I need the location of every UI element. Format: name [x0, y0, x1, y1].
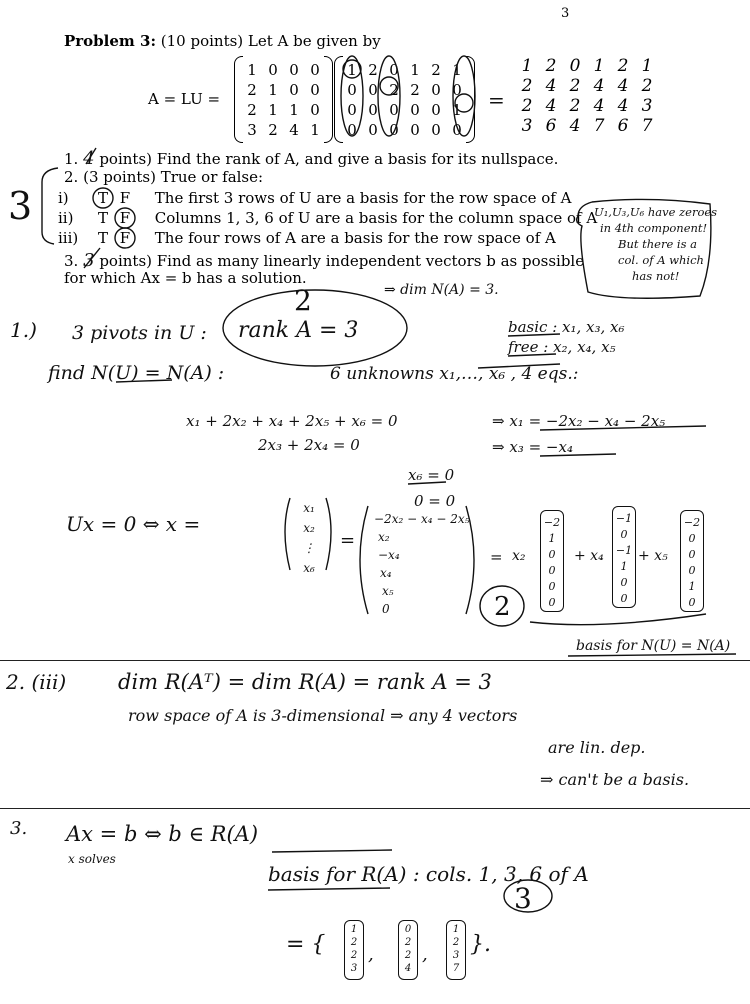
- page-number: 3: [561, 6, 570, 21]
- score-circle: [480, 586, 524, 626]
- answer-circle: [93, 188, 113, 208]
- matrix-U-entry: 2: [389, 81, 399, 99]
- vector-entry: −2: [683, 516, 701, 529]
- matrix-A_hand-entry: 4: [593, 96, 605, 116]
- matrix-A_hand-entry: 2: [545, 56, 557, 76]
- underline: [408, 482, 446, 484]
- equation-1: x₁ + 2x₂ + x₄ + 2x₅ + x₆ = 0: [186, 412, 398, 430]
- matrix-U-entry: 1: [410, 61, 420, 79]
- matrix-U-entry: 0: [452, 81, 462, 99]
- matrix-A_hand-entry: 4: [545, 76, 557, 96]
- vector-entry: 2: [452, 937, 460, 948]
- vector-entry: 1: [350, 924, 358, 935]
- set-close: }.: [470, 932, 491, 957]
- matrix-L-entry: 1: [268, 101, 278, 119]
- matrix-A_hand-entry: 2: [569, 76, 581, 96]
- solution-entry: −2x₂ − x₄ − 2x₅: [374, 512, 470, 526]
- matrix-A_hand-entry: 2: [641, 76, 653, 96]
- solution-entry: x₄: [380, 566, 392, 580]
- matrix-A_hand-entry: 2: [521, 76, 533, 96]
- vector-entry: −1: [615, 512, 633, 525]
- matrix-A_hand-entry: 4: [617, 96, 629, 116]
- column-oval: [341, 56, 363, 136]
- matrix-L-entry: 1: [268, 81, 278, 99]
- solution-entry: x₅: [382, 584, 394, 598]
- nullspace-dim: ⇒ dim N(A) = 3.: [384, 282, 499, 298]
- vector-entry: 2: [404, 950, 412, 961]
- matrix-U-entry: 2: [368, 61, 378, 79]
- matrix-A_hand-entry: 6: [617, 116, 629, 136]
- equals-sign: =: [488, 88, 505, 112]
- q2-item-3-true: T: [97, 229, 108, 247]
- matrix-A_hand-entry: 6: [545, 116, 557, 136]
- vector-entry: 3: [452, 950, 460, 961]
- matrix-A_hand-entry: 1: [521, 56, 533, 76]
- matrix-L-entry: 1: [289, 101, 299, 119]
- matrix-U-entry: 0: [389, 101, 399, 119]
- solution-2-line-4: ⇒ can't be a basis.: [540, 770, 690, 789]
- matrix-L-entry: 1: [247, 61, 257, 79]
- matrix-A_hand-entry: 7: [593, 116, 605, 136]
- matrix-A_hand-entry: 2: [521, 96, 533, 116]
- underline: [478, 364, 560, 368]
- matrix-L-entry: 0: [289, 61, 299, 79]
- x-vector-entry: ⋮: [303, 541, 315, 555]
- vector-entry: 0: [620, 592, 628, 605]
- matrix-U-entry: 0: [389, 61, 399, 79]
- factorization-lhs: A = LU =: [148, 90, 221, 108]
- q3-points-handwritten: 3: [83, 250, 95, 271]
- matrix-L-entry: 0: [310, 61, 320, 79]
- matrix-U-entry: 0: [368, 101, 378, 119]
- q2-item-2-roman: ii): [58, 209, 74, 227]
- margin-note-line: But there is a: [618, 237, 698, 251]
- vector-entry: 0: [688, 532, 696, 545]
- matrix-L-entry: 0: [310, 81, 320, 99]
- q2-item-1-roman: i): [58, 189, 69, 207]
- vector-entry: −1: [615, 544, 633, 557]
- comma: ,: [422, 944, 428, 965]
- underline: [508, 354, 556, 356]
- score-nullspace: 2: [494, 592, 511, 622]
- matrix-U-entry: 2: [431, 61, 441, 79]
- find-nullspace: find N(U) = N(A) :: [48, 362, 225, 384]
- underline: [540, 426, 706, 430]
- q3-number: 3.: [64, 252, 79, 270]
- vector-entry: 2: [350, 937, 358, 948]
- problem-label: Problem 3:: [64, 32, 156, 50]
- answer-circle: [115, 208, 135, 228]
- x-vector-entry: x₂: [303, 521, 315, 535]
- coef-x5: + x₅: [638, 548, 668, 564]
- q2-item-2-true: T: [97, 209, 108, 227]
- solution-2-line-2: row space of A is 3-dimensional ⇒ any 4 vectors: [128, 706, 518, 725]
- matrix-U-entry: 0: [368, 121, 378, 139]
- paren-left: [285, 498, 290, 570]
- underline: [540, 454, 616, 456]
- matrix-U-entry: 1: [452, 61, 462, 79]
- vector-entry: 1: [548, 532, 556, 545]
- underline: [268, 888, 390, 890]
- vector-entry: 0: [688, 564, 696, 577]
- matrix-U-entry: 0: [452, 121, 462, 139]
- score-q3: 3: [514, 882, 532, 915]
- matrix-U-entry: 0: [410, 121, 420, 139]
- matrix-A_hand-entry: 1: [593, 56, 605, 76]
- vector-entry: 0: [688, 596, 696, 609]
- free-variables: free : x₂, x₄, x₅: [508, 338, 616, 356]
- equation-1-result: ⇒ x₁ = −2x₂ − x₄ − 2x₅: [492, 412, 666, 430]
- vector-entry: 0: [548, 564, 556, 577]
- underline: [272, 850, 392, 852]
- q2-item-1-true: T: [97, 189, 108, 207]
- q1-text: points) Find the rank of A, and give a basis for its nullspace.: [99, 150, 559, 168]
- matrix-A_hand-entry: 1: [641, 56, 653, 76]
- margin-note-line: has not!: [632, 269, 680, 283]
- q2-item-1-text: The first 3 rows of U are a basis for the row space of A: [154, 189, 572, 207]
- vector-entry: 0: [620, 576, 628, 589]
- solution-1-label: 1.): [10, 318, 37, 342]
- strikeout-mark: [86, 148, 96, 164]
- solution-entry: x₂: [378, 530, 390, 544]
- underline: [508, 334, 560, 336]
- x-vector-entry: x₆: [303, 561, 315, 575]
- matrix-L-entry: 4: [289, 121, 299, 139]
- matrix-L-entry: 2: [247, 101, 257, 119]
- vector-entry: 4: [404, 963, 412, 974]
- margin-note-bracket: [577, 199, 711, 298]
- column-oval: [378, 56, 400, 136]
- margin-note-line: col. of A which: [618, 253, 704, 267]
- q2-item-1-false: F: [119, 189, 131, 207]
- paren-left: [360, 506, 368, 614]
- matrix-A_hand-entry: 4: [545, 96, 557, 116]
- matrix-U-entry: 0: [431, 101, 441, 119]
- vector-entry: 7: [452, 963, 460, 974]
- comma: ,: [368, 944, 374, 965]
- x-solves: x solves: [68, 852, 116, 866]
- q2-bracket: [42, 168, 58, 244]
- vector-entry: 2: [404, 937, 412, 948]
- coef-x4: + x₄: [574, 548, 604, 564]
- vector-entry: 1: [688, 580, 696, 593]
- underline: [116, 380, 172, 382]
- score-q2: 3: [8, 184, 33, 228]
- basis-label: basis for N(U) = N(A): [576, 638, 731, 654]
- rank-statement: rank A = 3: [238, 318, 359, 343]
- vector-entry: 1: [452, 924, 460, 935]
- matrix-A_hand-entry: 3: [641, 96, 653, 116]
- matrix-L-entry: 0: [268, 61, 278, 79]
- matrix-U-entry: 0: [431, 81, 441, 99]
- set-open: = {: [286, 932, 326, 957]
- pivot-circle: [455, 94, 473, 112]
- q3-text: points) Find as many linearly independent vectors b as possible: [99, 252, 585, 270]
- score-circle: [504, 880, 552, 912]
- unknowns-text: 6 unknowns x₁,…, x₆ , 4 eqs.:: [330, 364, 579, 384]
- ux-equation: Ux = 0 ⇔ x =: [66, 512, 201, 536]
- matrix-A_hand-entry: 4: [617, 76, 629, 96]
- vector-entry: −2: [543, 516, 561, 529]
- coef-x2: x₂: [512, 548, 526, 564]
- vector-entry: 0: [548, 580, 556, 593]
- equals-sign: =: [490, 548, 503, 566]
- equals-sign: =: [340, 530, 356, 551]
- matrix-L-entry: 0: [289, 81, 299, 99]
- vector-entry: 0: [688, 548, 696, 561]
- equation-2: 2x₃ + 2x₄ = 0: [258, 436, 360, 454]
- solution-2-line-1: dim R(Aᵀ) = dim R(A) = rank A = 3: [118, 670, 492, 694]
- matrix-U-entry: 0: [389, 121, 399, 139]
- pivots-text: 3 pivots in U :: [72, 322, 207, 344]
- matrix-U-entry: 1: [452, 101, 462, 119]
- margin-note-line: in 4th component!: [600, 221, 708, 235]
- equation-3: x₆ = 0: [408, 466, 455, 484]
- solution-3-label: 3.: [10, 818, 28, 839]
- q1-number: 1.: [64, 150, 79, 168]
- matrix-L-entry: 3: [247, 121, 257, 139]
- solution-3-line-1: Ax = b ⇔ b ∈ R(A): [66, 822, 259, 846]
- x-vector-entry: x₁: [303, 501, 315, 515]
- matrix-U-entry: 0: [347, 101, 357, 119]
- solution-2-label: 2. (iii): [6, 670, 67, 694]
- paren-right: [466, 506, 474, 614]
- strikeout-mark: [84, 248, 100, 268]
- matrix-A_hand-entry: 3: [521, 116, 533, 136]
- equation-4: 0 = 0: [414, 492, 456, 510]
- matrix-L-entry: 2: [247, 81, 257, 99]
- matrix-A_hand-entry: 4: [569, 116, 581, 136]
- matrix-A_hand-entry: 4: [593, 76, 605, 96]
- matrix-A_hand-entry: 0: [569, 56, 581, 76]
- equation-2-result: ⇒ x₃ = −x₄: [492, 438, 573, 456]
- question-3-cont: for which Ax = b has a solution.: [64, 269, 307, 287]
- matrix-L-entry: 0: [310, 101, 320, 119]
- vector-entry: 0: [548, 596, 556, 609]
- underline: [530, 614, 706, 625]
- q2-number: 2.: [64, 168, 79, 186]
- matrix-A_hand-entry: 2: [569, 96, 581, 116]
- matrix-U-entry: 0: [347, 81, 357, 99]
- paren-right: [326, 498, 331, 570]
- margin-note-line: U₁,U₃,U₆ have zeroes: [594, 205, 718, 219]
- solution-2-line-3: are lin. dep.: [548, 738, 646, 757]
- matrix-L-entry: 2: [268, 121, 278, 139]
- vector-entry: 2: [350, 950, 358, 961]
- matrix-U-entry: 0: [368, 81, 378, 99]
- q1-points-handwritten: 4: [83, 148, 95, 169]
- column-oval: [453, 56, 475, 136]
- vector-entry: 1: [620, 560, 628, 573]
- matrix-U-entry: 0: [410, 101, 420, 119]
- q2-item-2-text: Columns 1, 3, 6 of U are a basis for the column space of A: [154, 209, 598, 227]
- q2-item-3-roman: iii): [58, 229, 79, 247]
- q2-item-2-false: F: [119, 209, 131, 227]
- basic-variables: basic : x₁, x₃, x₆: [508, 318, 625, 336]
- underline: [568, 654, 736, 656]
- problem-intro: (10 points) Let A be given by: [160, 32, 381, 50]
- matrix-U-entry: 2: [410, 81, 420, 99]
- vector-entry: 0: [548, 548, 556, 561]
- q2-text: (3 points) True or false:: [83, 168, 264, 186]
- solution-entry: 0: [382, 602, 390, 616]
- rank-circle: [223, 290, 407, 366]
- matrix-U-entry: 1: [347, 61, 357, 79]
- q2-item-3-false: F: [119, 229, 131, 247]
- q2-item-3-text: The four rows of A are a basis for the row space of A: [154, 229, 556, 247]
- score-rank: 2: [294, 284, 312, 317]
- solution-entry: −x₄: [378, 548, 400, 562]
- vector-entry: 0: [404, 924, 412, 935]
- vector-entry: 0: [620, 528, 628, 541]
- vector-entry: 3: [350, 963, 358, 974]
- matrix-A_hand-entry: 2: [617, 56, 629, 76]
- answer-circle: [115, 228, 135, 248]
- matrix-U-entry: 0: [347, 121, 357, 139]
- matrix-U-entry: 0: [431, 121, 441, 139]
- matrix-A_hand-entry: 7: [641, 116, 653, 136]
- pivot-circle: [380, 77, 398, 95]
- solution-3-line-2: basis for R(A) : cols. 1, 3, 6 of A: [268, 862, 589, 886]
- matrix-L-entry: 1: [310, 121, 320, 139]
